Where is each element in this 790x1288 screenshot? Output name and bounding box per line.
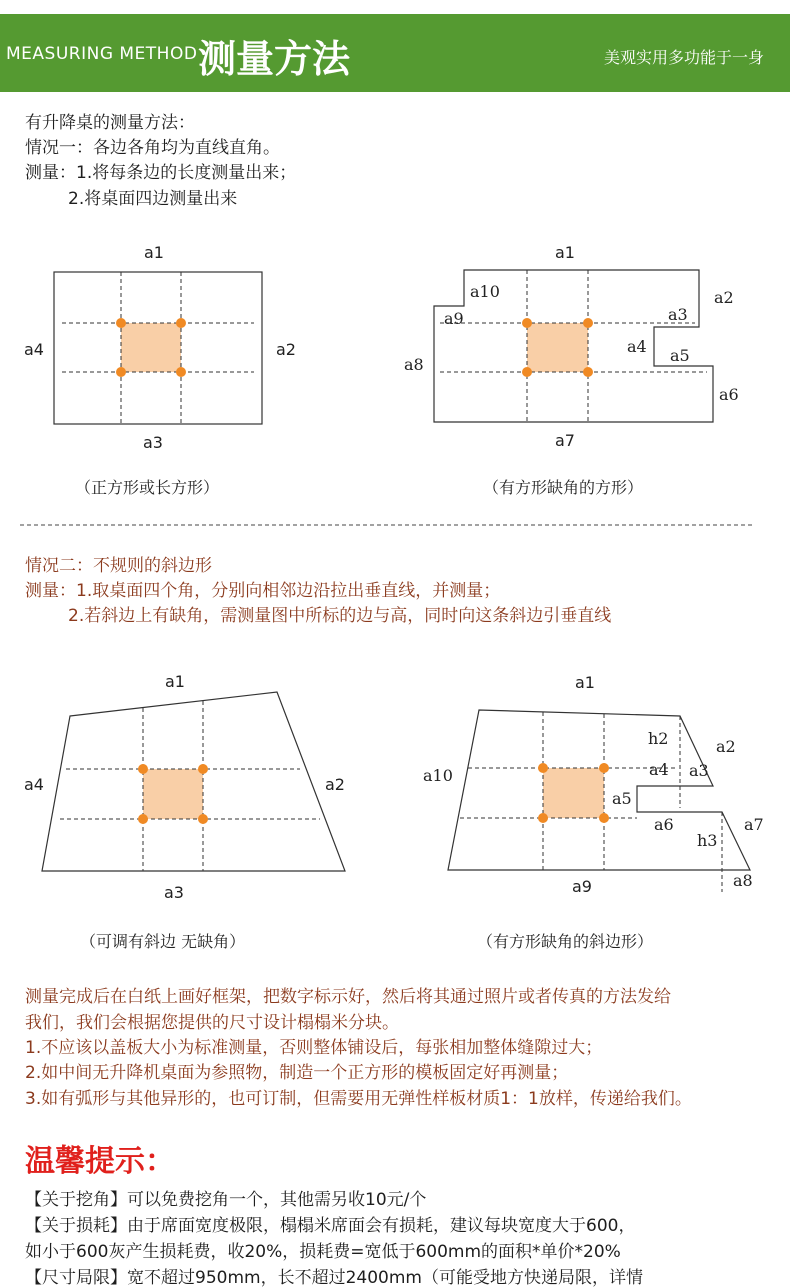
notes-line-1: 测量完成后在白纸上画好框架，把数字标示好，然后将其通过照片或者传真的方法发给 xyxy=(25,987,671,1007)
notes-line-5: 3.如有弧形与其他异形的，也可订制，但需要用无弹性样板材质1：1放样，传递给我们。 xyxy=(25,1089,692,1109)
intro-line-4: 2.将桌面四边测量出来 xyxy=(68,189,238,209)
d2-label-a5: a5 xyxy=(670,346,690,365)
d2-caption: （有方形缺角的方形） xyxy=(483,478,644,497)
d2-label-a2: a2 xyxy=(714,288,734,307)
d2-label-a7: a7 xyxy=(555,431,575,450)
d3-label-a3: a3 xyxy=(164,883,184,902)
d1-corner-dot xyxy=(176,318,186,328)
d2-corner-dot xyxy=(583,367,593,377)
d3-corner-dot xyxy=(138,764,148,774)
intro-line-1: 有升降桌的测量方法： xyxy=(25,113,195,133)
d4-label-a4: a4 xyxy=(649,760,669,779)
d2-corner-dot xyxy=(583,318,593,328)
diagram-rectangle xyxy=(24,243,296,452)
d2-label-a6: a6 xyxy=(719,385,739,404)
d4-label-a3: a3 xyxy=(689,761,709,780)
notes-line-4: 2.如中间无升降机桌面为参照物，制造一个正方形的模板固定好再测量； xyxy=(25,1063,569,1083)
d4-caption: （有方形缺角的斜边形） xyxy=(477,932,654,951)
d4-label-a2: a2 xyxy=(716,737,736,756)
case2-line-2: 测量：1.取桌面四个角，分别向相邻边沿拉出垂直线，并测量； xyxy=(25,581,501,601)
d4-label-a8: a8 xyxy=(733,871,753,890)
d2-label-a3: a3 xyxy=(668,305,688,324)
diagram-slanted-notched xyxy=(423,673,764,896)
d3-label-a1: a1 xyxy=(165,672,185,691)
d4-label-h2: h2 xyxy=(648,729,669,748)
d1-label-a2: a2 xyxy=(276,340,296,359)
d4-label-a1: a1 xyxy=(575,673,595,692)
case2-line-1: 情况二：不规则的斜边形 xyxy=(25,556,212,576)
d4-corner-dot xyxy=(538,763,548,773)
diagram-notched-rectangle xyxy=(404,243,739,450)
d2-corner-dot xyxy=(522,367,532,377)
tips-line-4: 【尺寸局限】宽不超过950mm，长不超过2400mm（可能受地方快递局限，详情 xyxy=(25,1268,643,1288)
header-en-title: MEASURING METHOD xyxy=(6,44,198,64)
tips-line-2: 【关于损耗】由于席面宽度极限，榻榻米席面会有损耗，建议每块宽度大于600， xyxy=(25,1216,636,1236)
d2-label-a1: a1 xyxy=(555,243,575,262)
d1-corner-dot xyxy=(176,367,186,377)
d3-corner-dot xyxy=(198,814,208,824)
header-tagline: 美观实用多功能于一身 xyxy=(604,48,765,67)
d1-corner-dot xyxy=(116,318,126,328)
d4-label-a10: a10 xyxy=(423,766,453,785)
d2-label-a4: a4 xyxy=(627,337,647,356)
intro-line-3: 测量：1.将每条边的长度测量出来； xyxy=(25,163,297,183)
diagram-slanted xyxy=(24,672,345,902)
d4-label-a6: a6 xyxy=(654,815,674,834)
intro-line-2: 情况一：各边各角均为直线直角。 xyxy=(25,138,280,158)
tips-title: 温馨提示： xyxy=(25,1144,175,1179)
d3-corner-dot xyxy=(198,764,208,774)
d4-label-a5: a5 xyxy=(612,789,632,808)
d1-caption: （正方形或长方形） xyxy=(75,478,220,497)
tips-line-1: 【关于挖角】可以免费挖角一个，其他需另收10元/个 xyxy=(25,1190,427,1210)
d4-label-a7: a7 xyxy=(744,815,764,834)
d3-label-a2: a2 xyxy=(325,775,345,794)
d2-label-a8: a8 xyxy=(404,355,424,374)
d1-label-a1: a1 xyxy=(144,243,164,262)
tips-line-3: 如小于600灰产生损耗费，收20%，损耗费=宽低于600mm的面积*单价*20% xyxy=(25,1242,621,1262)
d3-label-a4: a4 xyxy=(24,775,44,794)
d3-caption: （可调有斜边 无缺角） xyxy=(80,932,246,951)
d4-corner-dot xyxy=(599,763,609,773)
d4-corner-dot xyxy=(599,813,609,823)
d4-center-fill xyxy=(543,768,604,818)
d1-corner-dot xyxy=(116,367,126,377)
notes-line-2: 我们，我们会根据您提供的尺寸设计榻榻米分块。 xyxy=(25,1013,399,1033)
d2-corner-dot xyxy=(522,318,532,328)
d1-center-fill xyxy=(121,323,181,372)
d3-corner-dot xyxy=(138,814,148,824)
notes-line-3: 1.不应该以盖板大小为标准测量，否则整体铺设后，每张相加整体缝隙过大； xyxy=(25,1038,603,1058)
d4-label-h3: h3 xyxy=(697,831,718,850)
d4-corner-dot xyxy=(538,813,548,823)
d3-center-fill xyxy=(143,769,203,819)
d1-label-a4: a4 xyxy=(24,340,44,359)
d1-label-a3: a3 xyxy=(143,433,163,452)
d4-label-a9: a9 xyxy=(572,877,592,896)
case2-line-3: 2.若斜边上有缺角，需测量图中所标的边与高，同时向这条斜边引垂直线 xyxy=(68,606,612,626)
d2-center-fill xyxy=(527,323,588,372)
d2-label-a9: a9 xyxy=(444,309,464,328)
header-cn-title: 测量方法 xyxy=(198,36,351,81)
d2-label-a10: a10 xyxy=(470,282,500,301)
